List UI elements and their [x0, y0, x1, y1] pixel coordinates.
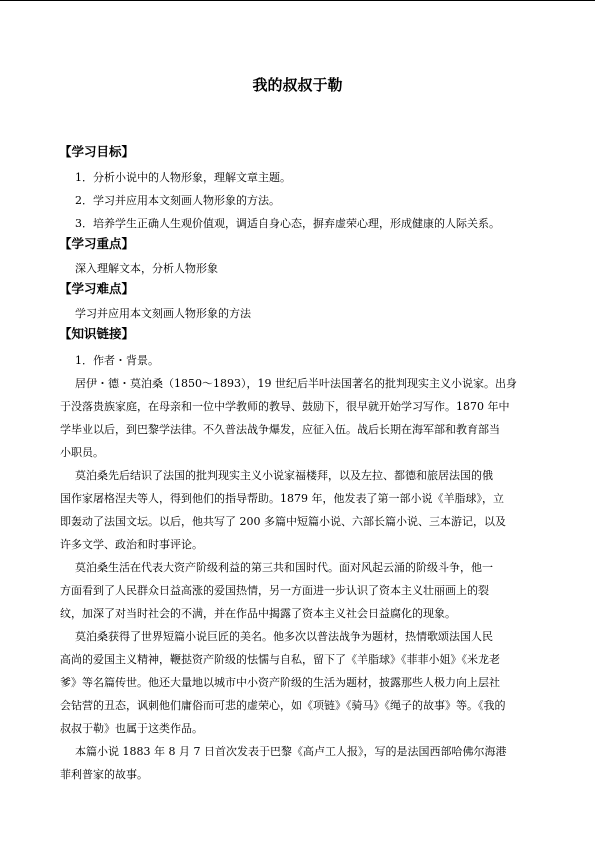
difficulties-text: 学习并应用本文刻画人物形象的方法: [75, 307, 251, 320]
paragraph-line: 莫泊桑获得了世界短篇小说巨匠的美名。他多次以普法战争为题材，热情歌颂法国人民: [75, 630, 493, 643]
section-heading-knowledge: 【知识链接】: [59, 326, 135, 341]
page-title: 我的叔叔于勒: [252, 76, 343, 94]
section-heading-difficulties: 【学习难点】: [59, 281, 135, 296]
section-heading-key-points: 【学习重点】: [59, 236, 135, 251]
paragraph-line: 小职员。: [60, 446, 104, 459]
paragraph-line: 本篇小说 1883 年 8 月 7 日首次发表于巴黎《高卢工人报》，写的是法国西部哈佛尔海港: [75, 745, 507, 758]
paragraph-line: 方面看到了人民群众日益高涨的爱国热情，另一方面进一步认识了资本主义壮丽画上的裂: [60, 584, 489, 597]
paragraph-line: 莫泊桑生活在代表大资产阶级利益的第三共和国时代。面对风起云涌的阶级斗争，他一: [75, 561, 493, 574]
top-border-line: [0, 0, 595, 1]
key-points-text: 深入理解文本，分析人物形象: [75, 262, 218, 275]
knowledge-subheading: 1．作者・背景。: [75, 354, 159, 367]
paragraph-line: 国作家屠格涅夫等人，得到他们的指导帮助。1879 年，他发表了第一部小说《羊脂球》，立: [60, 492, 504, 505]
goal-item: 1．分析小说中的人物形象，理解文章主题。: [75, 171, 291, 184]
paragraph-line: 莫泊桑先后结识了法国的批判现实主义小说家福楼拜，以及左拉、都德和旅居法国的俄: [75, 469, 493, 482]
paragraph-line: 爹》等名篇传世。他还大量地以城市中小资产阶级的生活为题材，披露那些人极力向上层社: [60, 676, 500, 689]
goal-item: 2．学习并应用本文刻画人物形象的方法。: [75, 194, 280, 207]
goal-item: 3．培养学生正确人生观价值观，调适自身心态，摒弃虚荣心理，形成健康的人际关系。: [75, 217, 500, 230]
paragraph-line: 纹，加深了对当时社会的不满，并在作品中揭露了资本主义社会日益腐化的现象。: [60, 607, 456, 620]
paragraph-line: 高尚的爱国主义精神，鞭挞资产阶级的怯懦与自私，留下了《羊脂球》《菲菲小姐》《米龙老: [60, 653, 500, 666]
paragraph-line: 居伊・德・莫泊桑（1850～1893），19 世纪后半叶法国著名的批判现实主义小说家。出身: [75, 377, 517, 390]
paragraph-line: 叔叔于勒》也属于这类作品。: [60, 722, 203, 735]
paragraph-line: 菲利普家的故事。: [60, 768, 148, 781]
paragraph-line: 学毕业以后，到巴黎学法律。不久普法战争爆发，应征入伍。战后长期在海军部和教育部当: [60, 423, 500, 436]
document-body: [60, 143, 538, 786]
section-heading-goals: 【学习目标】: [59, 144, 135, 159]
paragraph-line: 于没落贵族家庭，在母亲和一位中学教师的教导、鼓励下，很早就开始学习写作。1870 年中: [60, 400, 510, 413]
paragraph-line: 会钻营的丑态，讽刺他们庸俗而可悲的虚荣心，如《项链》《骑马》《绳子的故事》等。《我的: [60, 699, 506, 712]
paragraph-line: 许多文学、政治和时事评论。: [60, 538, 203, 551]
paragraph-line: 即轰动了法国文坛。以后，他共写了 200 多篇中短篇小说、六部长篇小说、三本游记，以及: [60, 515, 506, 528]
